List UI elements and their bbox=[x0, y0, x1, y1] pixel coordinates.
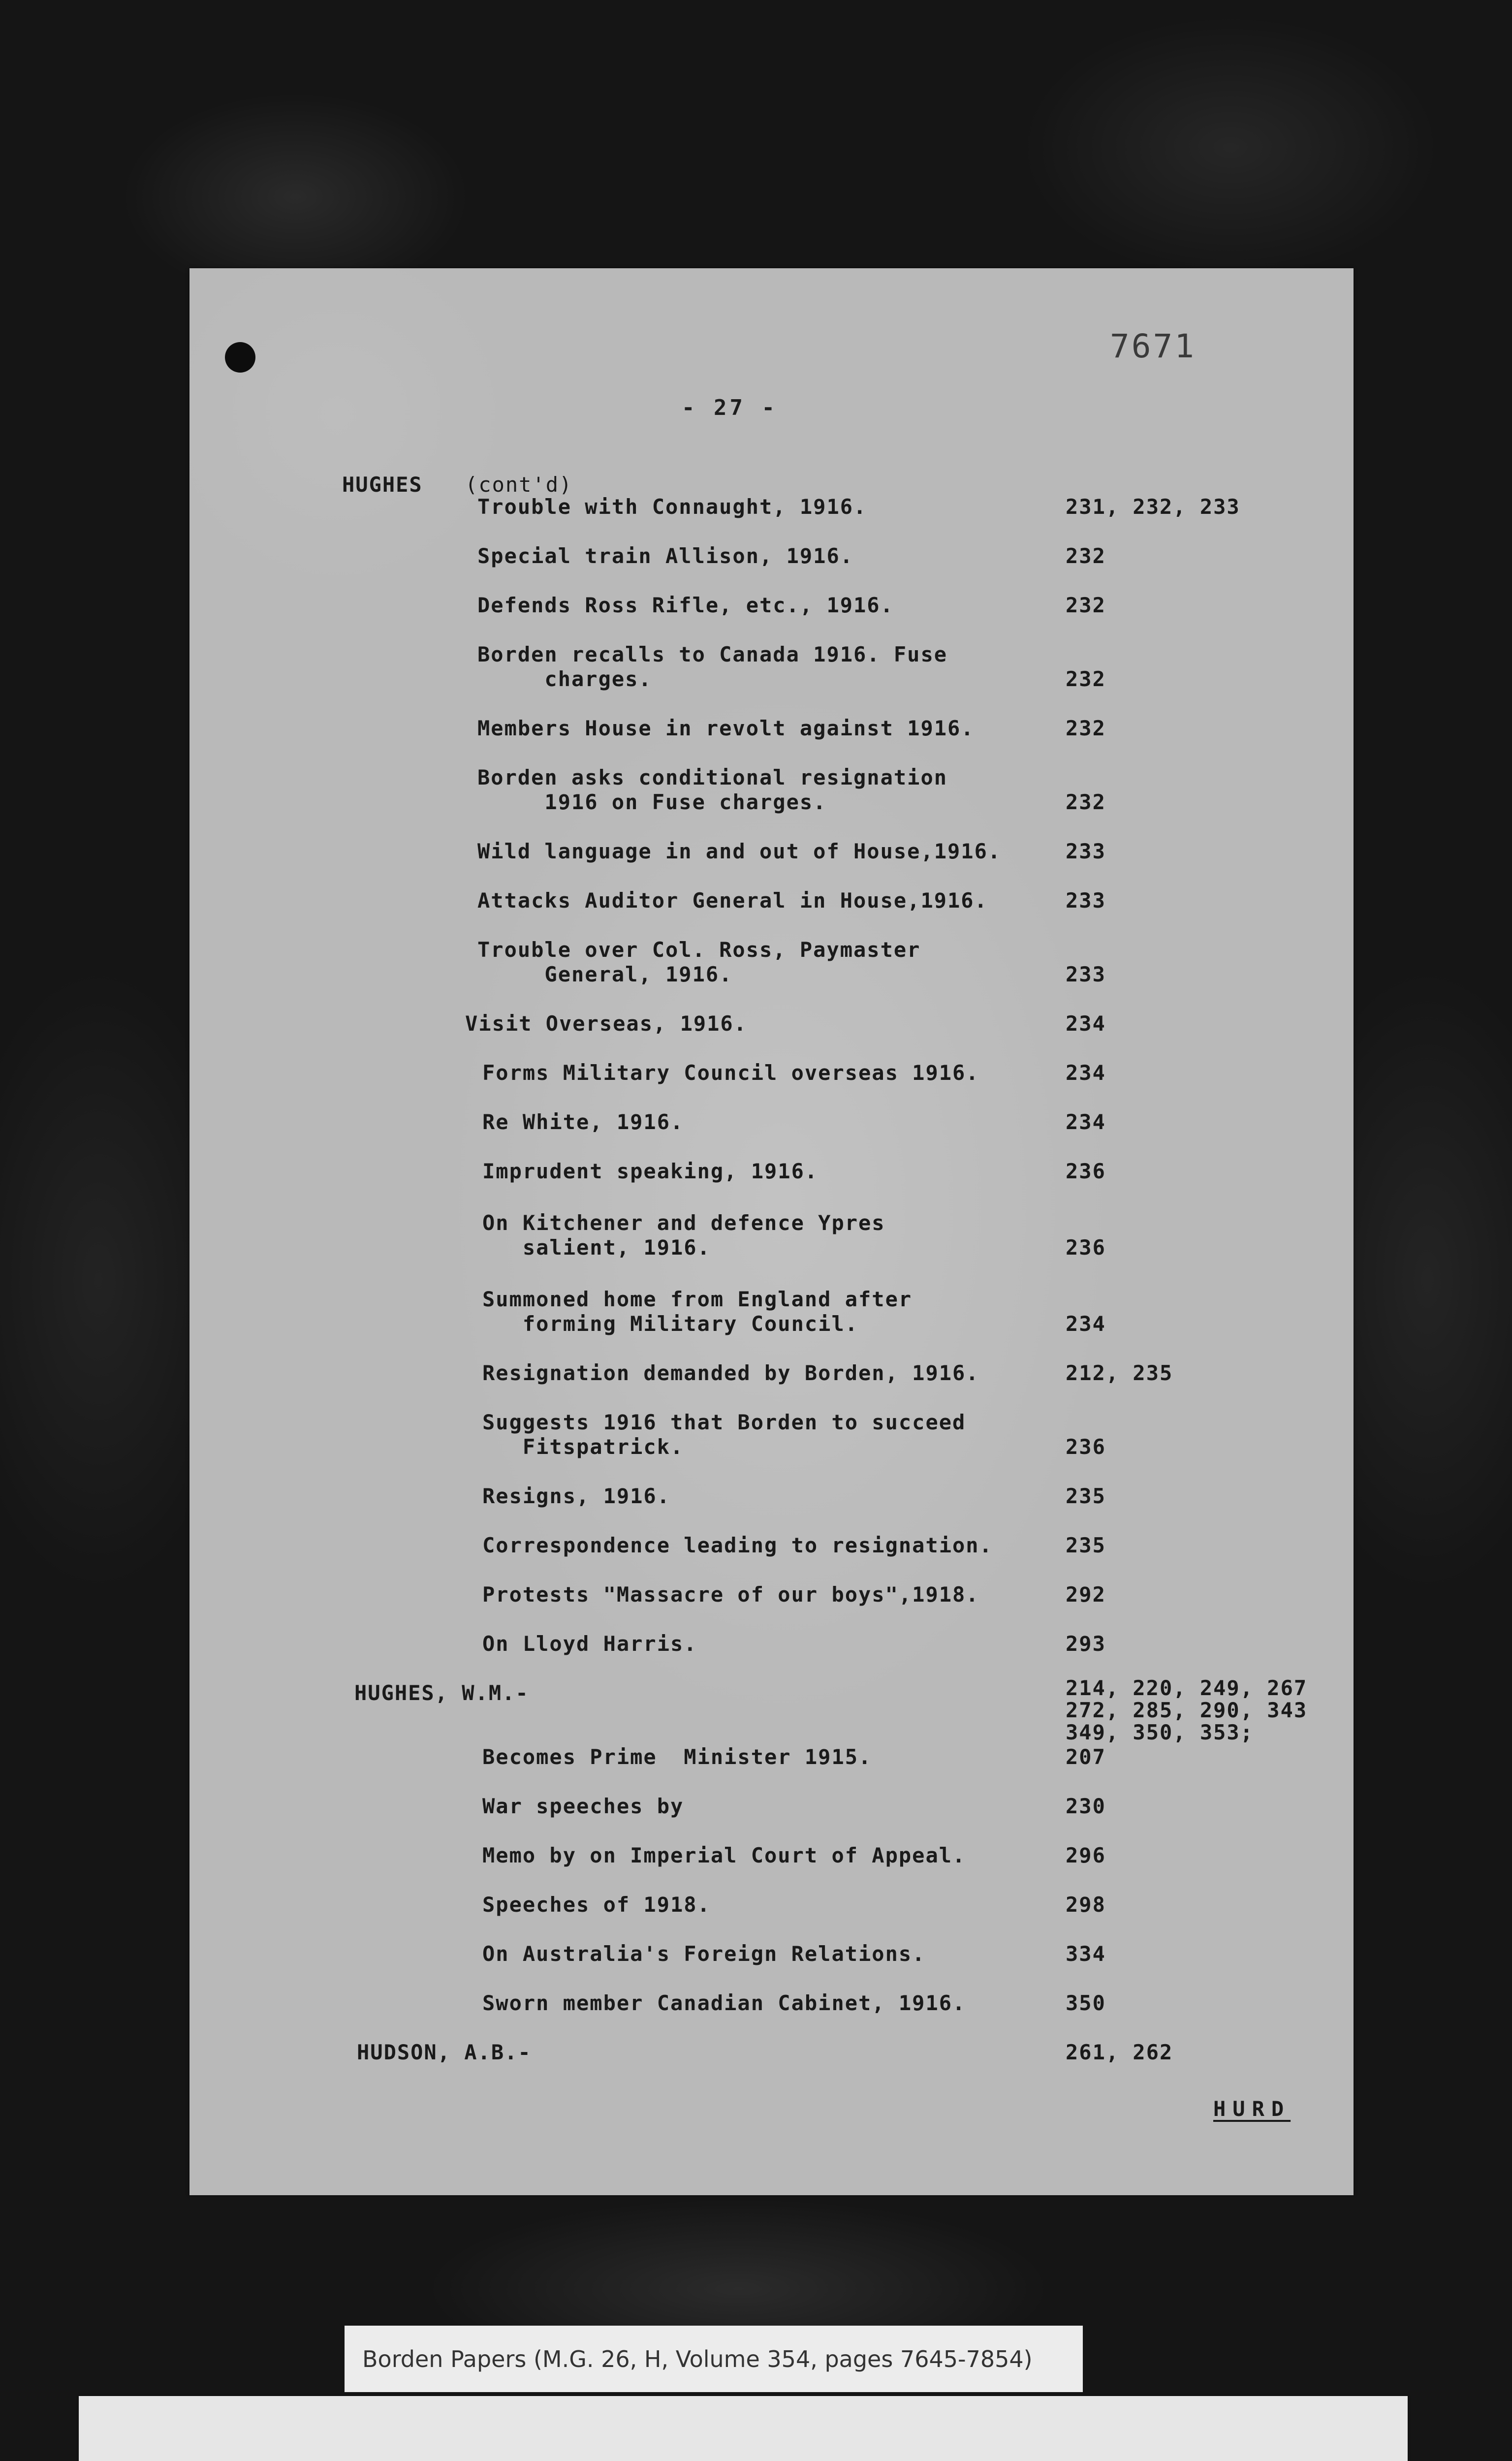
index-entry-continuation: General, 1916. bbox=[477, 962, 733, 986]
index-entry: Borden asks conditional resignation bbox=[477, 765, 948, 789]
index-entry: On Australia's Foreign Relations. bbox=[482, 1942, 926, 1966]
index-entry: Trouble over Col. Ross, Paymaster bbox=[477, 938, 921, 962]
index-pages: 232 bbox=[1066, 593, 1106, 617]
index-pages: 214, 220, 249, 267 bbox=[1066, 1676, 1308, 1700]
index-entry: Memo by on Imperial Court of Appeal. bbox=[482, 1843, 966, 1867]
index-pages: 236 bbox=[1066, 1435, 1106, 1459]
index-pages: 230 bbox=[1066, 1794, 1106, 1818]
index-pages: 236 bbox=[1066, 1159, 1106, 1183]
index-entry-continuation: Fitspatrick. bbox=[482, 1435, 684, 1459]
index-pages: 292 bbox=[1066, 1582, 1106, 1607]
index-entry: Suggests 1916 that Borden to succeed bbox=[482, 1410, 966, 1434]
entry-heading-hudson: HUDSON, A.B.- bbox=[357, 2040, 532, 2064]
index-entry-continuation: charges. bbox=[477, 667, 652, 691]
entry-heading-note: (cont'd) bbox=[465, 473, 573, 497]
index-pages: 232 bbox=[1066, 790, 1106, 814]
index-entry: Attacks Auditor General in House,1916. bbox=[477, 888, 988, 913]
index-entry-continuation: salient, 1916. bbox=[482, 1235, 711, 1260]
index-entry: Sworn member Canadian Cabinet, 1916. bbox=[482, 1991, 966, 2015]
index-pages: 296 bbox=[1066, 1843, 1106, 1867]
index-pages: 232 bbox=[1066, 716, 1106, 740]
index-entry: Summoned home from England after bbox=[482, 1287, 913, 1311]
index-entry: On Lloyd Harris. bbox=[482, 1632, 697, 1656]
index-pages: 234 bbox=[1066, 1061, 1106, 1085]
catchword: HURD bbox=[1213, 2097, 1291, 2121]
index-entry: Correspondence leading to resignation. bbox=[482, 1533, 993, 1557]
index-pages: 234 bbox=[1066, 1312, 1106, 1336]
index-entry: Re White, 1916. bbox=[482, 1110, 684, 1134]
index-pages: 334 bbox=[1066, 1942, 1106, 1966]
index-pages: 293 bbox=[1066, 1632, 1106, 1656]
index-pages: 349, 350, 353; bbox=[1066, 1720, 1254, 1744]
index-pages: 233 bbox=[1066, 839, 1106, 863]
reference-label: Borden Papers (M.G. 26, H, Volume 354, pages 7645-7854) bbox=[345, 2326, 1083, 2392]
index-entry: Visit Overseas, 1916. bbox=[465, 1011, 748, 1036]
index-entry: Becomes Prime Minister 1915. bbox=[482, 1745, 872, 1769]
index-entry: Special train Allison, 1916. bbox=[477, 544, 854, 568]
index-entry-continuation: 1916 on Fuse charges. bbox=[477, 790, 827, 814]
index-entry: Speeches of 1918. bbox=[482, 1893, 711, 1917]
index-entry: Protests "Massacre of our boys",1918. bbox=[482, 1582, 979, 1607]
entry-heading-hughes-wm: HUGHES, W.M.- bbox=[354, 1681, 529, 1705]
folio-number: 7671 bbox=[1110, 327, 1196, 365]
index-entry: Members House in revolt against 1916. bbox=[477, 716, 975, 740]
index-entry: On Kitchener and defence Ypres bbox=[482, 1211, 885, 1235]
index-entry: Borden recalls to Canada 1916. Fuse bbox=[477, 642, 948, 666]
index-entry: Resignation demanded by Borden, 1916. bbox=[482, 1361, 979, 1385]
index-pages: 212, 235 bbox=[1066, 1361, 1173, 1385]
index-pages: 235 bbox=[1066, 1533, 1106, 1557]
index-entry: Wild language in and out of House,1916. bbox=[477, 839, 1002, 863]
entry-heading-hughes: HUGHES bbox=[342, 473, 423, 497]
index-page bbox=[189, 268, 1354, 2195]
index-pages: 235 bbox=[1066, 1484, 1106, 1508]
index-pages: 233 bbox=[1066, 888, 1106, 913]
index-pages: 272, 285, 290, 343 bbox=[1066, 1698, 1308, 1722]
index-pages: 231, 232, 233 bbox=[1066, 495, 1240, 519]
index-pages: 232 bbox=[1066, 667, 1106, 691]
page-number: - 27 - bbox=[682, 395, 778, 420]
index-entry: War speeches by bbox=[482, 1794, 684, 1818]
index-pages: 234 bbox=[1066, 1011, 1106, 1036]
index-pages: 350 bbox=[1066, 1991, 1106, 2015]
index-pages: 233 bbox=[1066, 962, 1106, 986]
index-entry: Trouble with Connaught, 1916. bbox=[477, 495, 867, 519]
index-entry: Forms Military Council overseas 1916. bbox=[482, 1061, 979, 1085]
index-pages: 236 bbox=[1066, 1235, 1106, 1260]
index-entry: Imprudent speaking, 1916. bbox=[482, 1159, 819, 1183]
index-pages: 234 bbox=[1066, 1110, 1106, 1134]
index-pages: 207 bbox=[1066, 1745, 1106, 1769]
punch-hole bbox=[225, 342, 255, 373]
index-entry: Resigns, 1916. bbox=[482, 1484, 671, 1508]
index-pages: 298 bbox=[1066, 1893, 1106, 1917]
index-entry-continuation: forming Military Council. bbox=[482, 1312, 859, 1336]
index-entry: Defends Ross Rifle, etc., 1916. bbox=[477, 593, 894, 617]
index-pages: 261, 262 bbox=[1066, 2040, 1173, 2064]
archives-card bbox=[79, 2396, 1408, 2461]
index-pages: 232 bbox=[1066, 544, 1106, 568]
